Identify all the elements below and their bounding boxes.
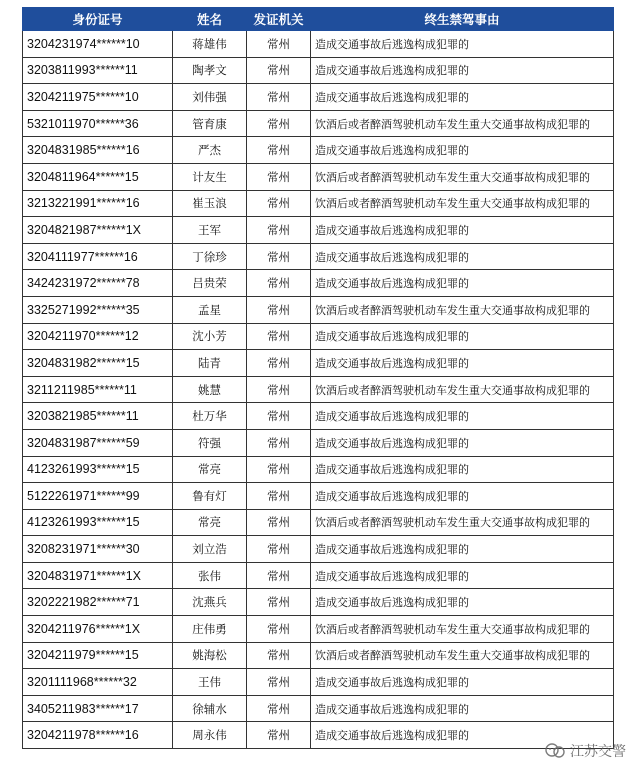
- cell-id-number: 3204211970******12: [23, 323, 173, 350]
- cell-id-number: 3204811964******15: [23, 163, 173, 190]
- cell-id-number: 5321011970******36: [23, 110, 173, 137]
- cell-id-number: 3204111977******16: [23, 243, 173, 270]
- table-row: [23, 163, 614, 190]
- cell-issuing-authority: 常州: [247, 217, 311, 244]
- driving-ban-table: [22, 7, 614, 749]
- cell-issuing-authority: 常州: [247, 536, 311, 563]
- cell-ban-reason: 饮酒后或者醉酒驾驶机动车发生重大交通事故构成犯罪的: [311, 296, 614, 323]
- cell-name: 王军: [173, 217, 247, 244]
- cell-id-number: 3201111968******32: [23, 669, 173, 696]
- cell-name: 陆青: [173, 350, 247, 377]
- cell-id-number: 4123261993******15: [23, 456, 173, 483]
- cell-name: 计友生: [173, 163, 247, 190]
- cell-ban-reason: 造成交通事故后逃逸构成犯罪的: [311, 217, 614, 244]
- cell-issuing-authority: 常州: [247, 669, 311, 696]
- table-row: [23, 589, 614, 616]
- cell-ban-reason: 造成交通事故后逃逸构成犯罪的: [311, 589, 614, 616]
- cell-issuing-authority: 常州: [247, 270, 311, 297]
- cell-ban-reason: 造成交通事故后逃逸构成犯罪的: [311, 562, 614, 589]
- table-row: [23, 642, 614, 669]
- cell-issuing-authority: 常州: [247, 562, 311, 589]
- cell-ban-reason: 饮酒后或者醉酒驾驶机动车发生重大交通事故构成犯罪的: [311, 376, 614, 403]
- cell-issuing-authority: 常州: [247, 110, 311, 137]
- cell-name: 管育康: [173, 110, 247, 137]
- table-row: [23, 323, 614, 350]
- cell-ban-reason: 造成交通事故后逃逸构成犯罪的: [311, 57, 614, 84]
- cell-id-number: 3204211979******15: [23, 642, 173, 669]
- table-body: [23, 31, 614, 749]
- cell-name: 严杰: [173, 137, 247, 164]
- cell-id-number: 3203811993******11: [23, 57, 173, 84]
- cell-id-number: 3424231972******78: [23, 270, 173, 297]
- cell-name: 庄伟勇: [173, 616, 247, 643]
- cell-issuing-authority: 常州: [247, 31, 311, 58]
- cell-issuing-authority: 常州: [247, 483, 311, 510]
- cell-id-number: 3204821987******1X: [23, 217, 173, 244]
- cell-issuing-authority: 常州: [247, 616, 311, 643]
- cell-issuing-authority: 常州: [247, 722, 311, 749]
- cell-issuing-authority: 常州: [247, 642, 311, 669]
- cell-name: 陶孝文: [173, 57, 247, 84]
- cell-id-number: 3211211985******11: [23, 376, 173, 403]
- cell-id-number: 5122261971******99: [23, 483, 173, 510]
- cell-ban-reason: 饮酒后或者醉酒驾驶机动车发生重大交通事故构成犯罪的: [311, 509, 614, 536]
- header-issuing-authority: 发证机关: [247, 8, 311, 31]
- cell-issuing-authority: 常州: [247, 509, 311, 536]
- header-name: 姓名: [173, 8, 247, 31]
- cell-id-number: 3405211983******17: [23, 695, 173, 722]
- table-row: [23, 217, 614, 244]
- cell-name: 丁徐珍: [173, 243, 247, 270]
- cell-ban-reason: 造成交通事故后逃逸构成犯罪的: [311, 323, 614, 350]
- cell-name: 周永伟: [173, 722, 247, 749]
- cell-id-number: 3204831985******16: [23, 137, 173, 164]
- cell-ban-reason: 饮酒后或者醉酒驾驶机动车发生重大交通事故构成犯罪的: [311, 163, 614, 190]
- table-row: [23, 695, 614, 722]
- table-header-row: [23, 8, 614, 31]
- table-row: [23, 31, 614, 58]
- cell-ban-reason: 造成交通事故后逃逸构成犯罪的: [311, 483, 614, 510]
- cell-ban-reason: 造成交通事故后逃逸构成犯罪的: [311, 137, 614, 164]
- cell-id-number: 3213221991******16: [23, 190, 173, 217]
- cell-name: 杜万华: [173, 403, 247, 430]
- table-row: [23, 296, 614, 323]
- cell-issuing-authority: 常州: [247, 589, 311, 616]
- cell-id-number: 3208231971******30: [23, 536, 173, 563]
- table-row: [23, 456, 614, 483]
- table-row: [23, 722, 614, 749]
- table-row: [23, 509, 614, 536]
- cell-ban-reason: 造成交通事故后逃逸构成犯罪的: [311, 350, 614, 377]
- cell-name: 常亮: [173, 456, 247, 483]
- cell-ban-reason: 饮酒后或者醉酒驾驶机动车发生重大交通事故构成犯罪的: [311, 110, 614, 137]
- table-row: [23, 110, 614, 137]
- cell-name: 刘伟强: [173, 84, 247, 111]
- cell-ban-reason: 造成交通事故后逃逸构成犯罪的: [311, 403, 614, 430]
- cell-issuing-authority: 常州: [247, 323, 311, 350]
- cell-issuing-authority: 常州: [247, 350, 311, 377]
- table-row: [23, 137, 614, 164]
- cell-id-number: 3325271992******35: [23, 296, 173, 323]
- cell-name: 沈燕兵: [173, 589, 247, 616]
- cell-name: 吕贵荣: [173, 270, 247, 297]
- cell-ban-reason: 造成交通事故后逃逸构成犯罪的: [311, 669, 614, 696]
- cell-ban-reason: 造成交通事故后逃逸构成犯罪的: [311, 722, 614, 749]
- table-row: [23, 376, 614, 403]
- cell-name: 刘立浩: [173, 536, 247, 563]
- cell-ban-reason: 造成交通事故后逃逸构成犯罪的: [311, 695, 614, 722]
- table-row: [23, 483, 614, 510]
- cell-issuing-authority: 常州: [247, 190, 311, 217]
- table-row: [23, 403, 614, 430]
- cell-id-number: 4123261993******15: [23, 509, 173, 536]
- cell-id-number: 3202221982******71: [23, 589, 173, 616]
- cell-name: 鲁有灯: [173, 483, 247, 510]
- table-row: [23, 562, 614, 589]
- cell-name: 张伟: [173, 562, 247, 589]
- cell-ban-reason: 造成交通事故后逃逸构成犯罪的: [311, 84, 614, 111]
- cell-ban-reason: 饮酒后或者醉酒驾驶机动车发生重大交通事故构成犯罪的: [311, 190, 614, 217]
- cell-ban-reason: 造成交通事故后逃逸构成犯罪的: [311, 31, 614, 58]
- table-row: [23, 669, 614, 696]
- cell-issuing-authority: 常州: [247, 296, 311, 323]
- cell-issuing-authority: 常州: [247, 57, 311, 84]
- cell-issuing-authority: 常州: [247, 163, 311, 190]
- cell-name: 符强: [173, 429, 247, 456]
- cell-name: 孟星: [173, 296, 247, 323]
- cell-name: 常亮: [173, 509, 247, 536]
- cell-id-number: 3204231974******10: [23, 31, 173, 58]
- table-row: [23, 270, 614, 297]
- cell-issuing-authority: 常州: [247, 403, 311, 430]
- header-id-number: 身份证号: [23, 8, 173, 31]
- cell-ban-reason: 造成交通事故后逃逸构成犯罪的: [311, 270, 614, 297]
- cell-id-number: 3204831987******59: [23, 429, 173, 456]
- watermark: [544, 741, 626, 761]
- cell-issuing-authority: 常州: [247, 429, 311, 456]
- cell-id-number: 3204831971******1X: [23, 562, 173, 589]
- table-row: [23, 536, 614, 563]
- cell-id-number: 3204211978******16: [23, 722, 173, 749]
- cell-ban-reason: 饮酒后或者醉酒驾驶机动车发生重大交通事故构成犯罪的: [311, 616, 614, 643]
- cell-issuing-authority: 常州: [247, 243, 311, 270]
- cell-id-number: 3204211975******10: [23, 84, 173, 111]
- table-row: [23, 57, 614, 84]
- cell-ban-reason: 饮酒后或者醉酒驾驶机动车发生重大交通事故构成犯罪的: [311, 642, 614, 669]
- cell-name: 蒋雄伟: [173, 31, 247, 58]
- header-ban-reason: 终生禁驾事由: [311, 8, 614, 31]
- cell-ban-reason: 造成交通事故后逃逸构成犯罪的: [311, 536, 614, 563]
- cell-ban-reason: 造成交通事故后逃逸构成犯罪的: [311, 429, 614, 456]
- watermark-text: 江苏交警: [570, 744, 626, 760]
- cell-issuing-authority: 常州: [247, 376, 311, 403]
- cell-name: 姚海松: [173, 642, 247, 669]
- cell-name: 徐辅水: [173, 695, 247, 722]
- cell-id-number: 3204211976******1X: [23, 616, 173, 643]
- cell-issuing-authority: 常州: [247, 84, 311, 111]
- cell-id-number: 3204831982******15: [23, 350, 173, 377]
- wechat-channel-icon: [544, 743, 566, 759]
- table-row: [23, 429, 614, 456]
- table-row: [23, 350, 614, 377]
- cell-name: 王伟: [173, 669, 247, 696]
- cell-name: 崔玉浪: [173, 190, 247, 217]
- cell-issuing-authority: 常州: [247, 137, 311, 164]
- table-row: [23, 190, 614, 217]
- table-row: [23, 243, 614, 270]
- table-row: [23, 616, 614, 643]
- cell-name: 沈小芳: [173, 323, 247, 350]
- cell-issuing-authority: 常州: [247, 456, 311, 483]
- cell-name: 姚慧: [173, 376, 247, 403]
- cell-issuing-authority: 常州: [247, 695, 311, 722]
- cell-ban-reason: 造成交通事故后逃逸构成犯罪的: [311, 456, 614, 483]
- cell-id-number: 3203821985******11: [23, 403, 173, 430]
- table-row: [23, 84, 614, 111]
- cell-ban-reason: 造成交通事故后逃逸构成犯罪的: [311, 243, 614, 270]
